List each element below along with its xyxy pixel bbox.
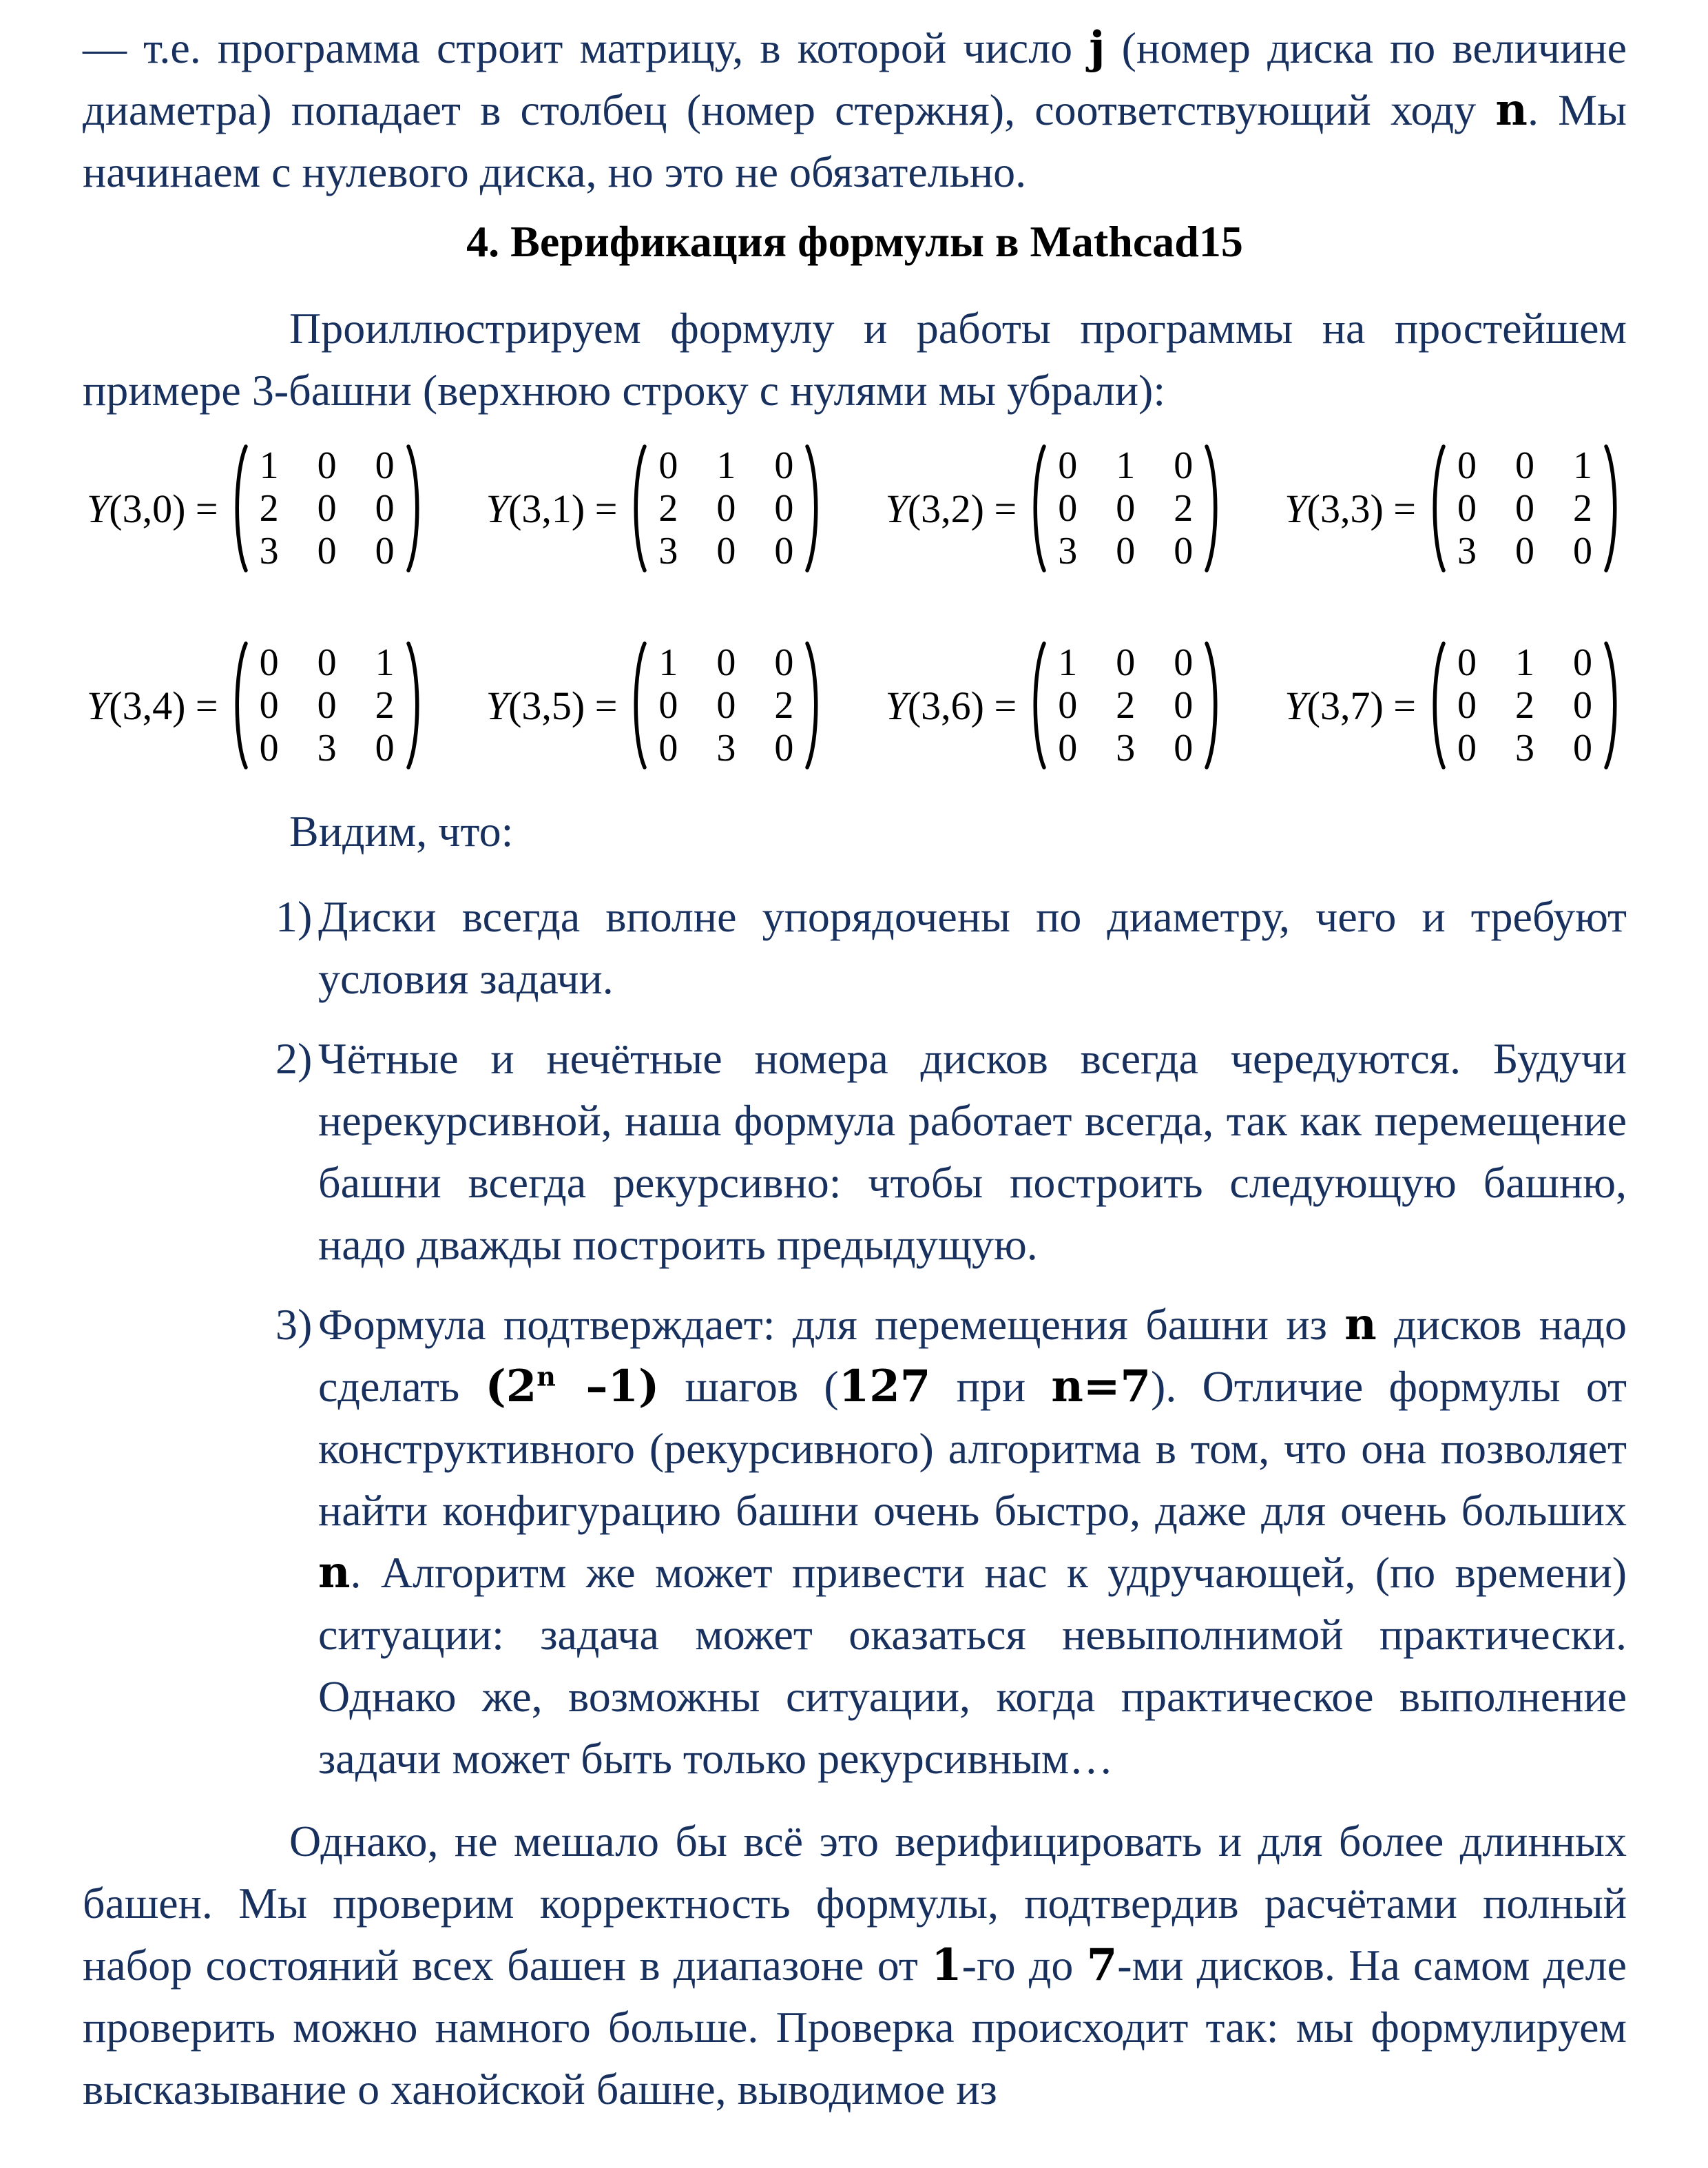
matrix-row-2: [87, 639, 1623, 772]
function-symbol: Y: [486, 683, 509, 728]
emphasis-text: j: [1089, 22, 1105, 74]
matrix-cell: 3: [1058, 530, 1078, 572]
text-run: . Мы начинаем с нулевого диска, но это не обязательно.: [83, 85, 1627, 196]
matrix-cell: 0: [317, 684, 337, 727]
matrix-cell: 0: [658, 444, 678, 487]
matrix-cell: 1: [658, 641, 678, 684]
matrix-equation: [87, 639, 425, 772]
text-run: Однако, не мешало бы всё это верифицировать и для более длинных башен. Мы проверим корректность формулы, подтвердив расчётами полный набор состояний всех башен в диапазоне от: [83, 1817, 1627, 1990]
matrix-equation: [1284, 639, 1623, 772]
matrix-cell: 1: [259, 444, 279, 487]
list-item-text: [318, 886, 1627, 1010]
matrix-cell: 0: [1174, 727, 1194, 770]
matrix-cell: 0: [317, 530, 337, 572]
matrix-cell: 1: [375, 641, 395, 684]
matrix-cell: 0: [259, 684, 279, 727]
matrix-paren-right: [803, 442, 824, 575]
list-item-marker: 3): [275, 1300, 313, 1349]
matrix-cell: 1: [1515, 641, 1534, 684]
matrix-paren-right: [1202, 442, 1223, 575]
equation-label: [87, 683, 218, 729]
matrix-cell: 0: [1573, 530, 1592, 572]
matrix-cell: 0: [716, 641, 736, 684]
matrix-cell: 0: [716, 487, 736, 530]
matrix-paren-left: [1427, 639, 1448, 772]
text-run: при: [930, 1362, 1052, 1411]
function-symbol: Y: [87, 683, 110, 728]
list-item-text: [318, 1294, 1627, 1790]
matrix-cell: 3: [1457, 530, 1477, 572]
text-run: Чётные и нечётные номера дисков всегда чередуются. Будучи нерекурсивной, наша формула работает всегда, так как перемещение башни всегда рекурсивно: чтобы построить следующую башню, надо дважды построить предыдущую.: [318, 1034, 1627, 1269]
text-run: шагов (: [659, 1362, 839, 1411]
text-run: дисков надо сделать: [318, 1300, 1627, 1411]
function-arguments: (3,2) =: [907, 486, 1017, 531]
matrix-cell: 0: [774, 444, 794, 487]
text-run: -го до: [961, 1941, 1087, 1990]
matrix-cell: 0: [1058, 684, 1078, 727]
matrix-row-1: [87, 442, 1623, 575]
text-run: Диски всегда вполне упорядочены по диаметру, чего и требуют условия задачи.: [318, 892, 1627, 1003]
matrix-paren-left: [1427, 442, 1448, 575]
matrix-cell: 0: [1058, 487, 1078, 530]
matrix-cell: 0: [658, 727, 678, 770]
matrix-cell: 0: [1058, 444, 1078, 487]
matrix-values: [254, 445, 400, 572]
matrix-cell: 2: [1515, 684, 1534, 727]
equation-label: [1284, 486, 1416, 532]
matrix-cell: 0: [375, 487, 395, 530]
matrix-cell: 0: [1515, 487, 1534, 530]
matrix-cell: 0: [658, 684, 678, 727]
text-run: ). Отличие формулы от конструктивного (рекурсивного) алгоритма в том, что она позволяет найти конфигурацию башни очень быстро, даже для очень больших: [318, 1362, 1627, 1535]
matrix-cell: 1: [1058, 641, 1078, 684]
emphasis-text: –1): [555, 1361, 660, 1412]
matrix-paren-right: [1202, 639, 1223, 772]
matrix-cell: 1: [1116, 444, 1136, 487]
matrix-cell: 0: [317, 444, 337, 487]
matrix-cell: 1: [716, 444, 736, 487]
matrix-paren-left: [628, 442, 649, 575]
paragraph-intro: [83, 17, 1627, 203]
matrix-cell: 0: [1573, 684, 1592, 727]
function-arguments: (3,0) =: [109, 486, 218, 531]
equation-label: [486, 486, 618, 532]
matrix-cell: 0: [1116, 641, 1136, 684]
matrix-cell: 2: [774, 684, 794, 727]
matrix-equation: [486, 442, 824, 575]
matrix-cell: 0: [1573, 641, 1592, 684]
matrix-cell: 0: [1457, 444, 1477, 487]
matrix-cell: 1: [1573, 444, 1592, 487]
text-run: -ми дисков. На самом деле проверить можно намного больше. Проверка происходит так: мы формулируем высказывание о ханойской башне, выводимое из: [83, 1941, 1627, 2114]
emphasis-text: n: [1495, 84, 1528, 136]
emphasis-text: 7: [1086, 1939, 1118, 1991]
function-arguments: (3,6) =: [907, 683, 1017, 728]
matrix-cell: 0: [1457, 487, 1477, 530]
function-arguments: (3,3) =: [1306, 486, 1416, 531]
function-symbol: Y: [885, 486, 908, 531]
matrix-values: [653, 445, 799, 572]
matrix-cell: 0: [1573, 727, 1592, 770]
equation-label: [1284, 683, 1416, 729]
matrix-cell: 3: [317, 727, 337, 770]
paragraph-vidim: Видим, что:: [289, 807, 514, 856]
matrix-cell: 0: [317, 487, 337, 530]
function-symbol: Y: [87, 486, 110, 531]
matrix-cell: 2: [1116, 684, 1136, 727]
matrix-cell: 0: [375, 727, 395, 770]
matrix-cell: 2: [658, 487, 678, 530]
matrix-cell: 2: [259, 487, 279, 530]
matrix-paren-right: [404, 442, 425, 575]
function-arguments: (3,5) =: [508, 683, 618, 728]
function-symbol: Y: [1284, 486, 1307, 531]
paragraph-illustrate: Проиллюстрируем формулу и работы программы на простейшем примере 3-башни (верхнюю строку с нулями мы убрали):: [83, 304, 1627, 415]
emphasis-text: n: [318, 1547, 351, 1598]
matrix-cell: 3: [716, 727, 736, 770]
matrix-cell: 0: [774, 727, 794, 770]
matrix-cell: 0: [1116, 487, 1136, 530]
matrix-cell: 2: [375, 684, 395, 727]
matrix-paren-right: [1602, 639, 1623, 772]
text-run: Формула подтверждает: для перемещения башни из: [318, 1300, 1345, 1349]
observations-list: [83, 886, 1627, 1790]
matrix-cell: 0: [1457, 727, 1477, 770]
matrix-paren-left: [229, 442, 250, 575]
matrix-cell: 2: [1174, 487, 1194, 530]
matrix-cell: 0: [1515, 444, 1534, 487]
equation-label: [886, 683, 1017, 729]
matrix-equation: [886, 442, 1224, 575]
function-arguments: (3,1) =: [508, 486, 618, 531]
matrix-cell: 0: [1174, 444, 1194, 487]
matrix-cell: 3: [259, 530, 279, 572]
matrix-cell: 2: [1573, 487, 1592, 530]
matrix-cell: 0: [1457, 641, 1477, 684]
matrix-cell: 0: [1116, 530, 1136, 572]
list-item: [275, 1294, 1627, 1790]
list-item: [275, 886, 1627, 1010]
emphasis-text: 1: [931, 1939, 962, 1991]
matrix-values: [653, 642, 799, 769]
matrix-equation: [1284, 442, 1623, 575]
matrix-cell: 3: [658, 530, 678, 572]
matrix-cell: 3: [1515, 727, 1534, 770]
text-run: — т.е. программа строит матрицу, в которой число: [83, 23, 1090, 72]
equation-label: [486, 683, 618, 729]
function-symbol: Y: [1284, 683, 1307, 728]
matrix-paren-right: [803, 639, 824, 772]
emphasis-text: 127: [838, 1361, 931, 1412]
function-arguments: (3,7) =: [1306, 683, 1416, 728]
matrix-cell: 0: [1174, 530, 1194, 572]
function-arguments: (3,4) =: [109, 683, 218, 728]
emphasis-text: n: [537, 1361, 556, 1392]
equation-label: [87, 486, 218, 532]
function-symbol: Y: [885, 683, 908, 728]
emphasis-text: n=7: [1051, 1361, 1152, 1412]
matrix-equation: [886, 639, 1224, 772]
matrix-cell: 0: [774, 487, 794, 530]
matrix-cell: 0: [1457, 684, 1477, 727]
matrix-paren-left: [1028, 442, 1048, 575]
matrix-values: [1052, 445, 1198, 572]
text-run: . Алгоритм же может привести нас к удручающей, (по времени) ситуации: задача может оказаться невыполнимой практически. Однако же, возможны ситуации, когда практическое выполнение задачи может быть только рекурсивным…: [318, 1548, 1627, 1783]
text-run: (номер диска по величине диаметра) попадает в столбец (номер стержня), соответствующий ходу: [83, 23, 1627, 134]
matrix-cell: 0: [1174, 641, 1194, 684]
matrix-equation: [87, 442, 425, 575]
function-symbol: Y: [486, 486, 509, 531]
emphasis-text: (2: [485, 1361, 537, 1412]
matrix-equation: [486, 639, 824, 772]
matrix-cell: 0: [716, 684, 736, 727]
matrix-paren-left: [628, 639, 649, 772]
paragraph-final: [83, 1810, 1627, 2120]
list-item-text: [318, 1028, 1627, 1276]
list-item-marker: 1): [275, 892, 313, 941]
matrix-cell: 0: [375, 444, 395, 487]
matrix-cell: 0: [1058, 727, 1078, 770]
matrix-cell: 3: [1116, 727, 1136, 770]
matrix-paren-right: [1602, 442, 1623, 575]
emphasis-text: n: [1344, 1299, 1377, 1350]
matrix-paren-right: [404, 639, 425, 772]
matrix-values: [1452, 445, 1598, 572]
list-item-marker: 2): [275, 1034, 313, 1083]
matrix-cell: 0: [716, 530, 736, 572]
matrix-cell: 0: [774, 530, 794, 572]
matrix-cell: 0: [259, 641, 279, 684]
matrix-paren-left: [229, 639, 250, 772]
matrix-cell: 0: [1515, 530, 1534, 572]
matrix-values: [1052, 642, 1198, 769]
matrix-cell: 0: [774, 641, 794, 684]
section-heading: 4. Верификация формулы в Mathcad15: [466, 217, 1243, 266]
matrix-values: [1452, 642, 1598, 769]
equation-label: [886, 486, 1017, 532]
matrix-paren-left: [1028, 639, 1048, 772]
matrix-cell: 0: [317, 641, 337, 684]
matrix-cell: 0: [1174, 684, 1194, 727]
matrix-values: [254, 642, 400, 769]
matrix-cell: 0: [259, 727, 279, 770]
matrix-cell: 0: [375, 530, 395, 572]
list-item: [275, 1028, 1627, 1276]
